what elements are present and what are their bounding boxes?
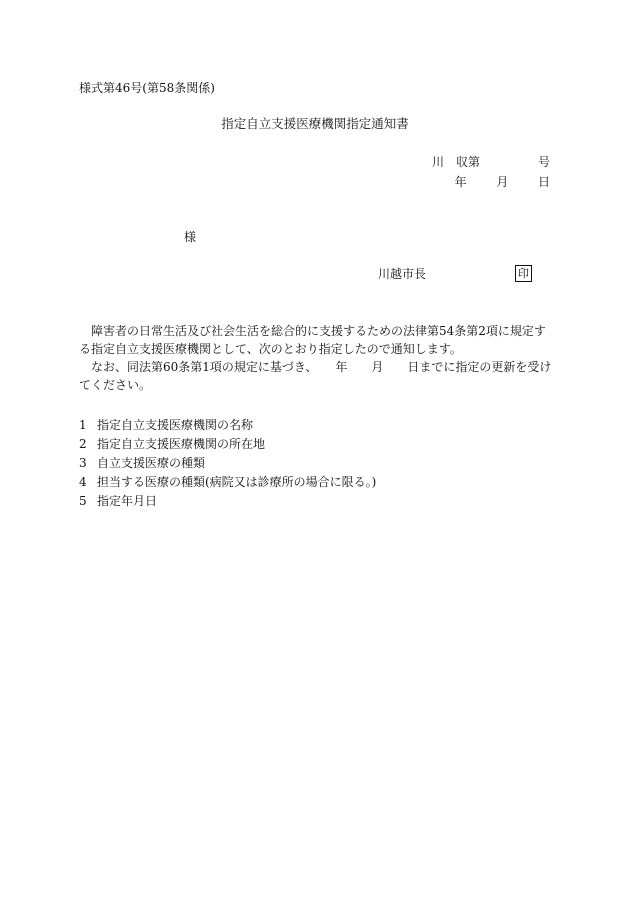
list-item-text: 指定年月日 (97, 494, 158, 508)
seal-box: 印 (515, 265, 532, 282)
list-item (79, 454, 376, 473)
list-item-number: 1 (79, 418, 87, 432)
document-number-prefix: 川 収第 (431, 155, 480, 169)
list-item-number: 4 (79, 475, 87, 489)
list-item-number: 5 (79, 494, 87, 508)
item-list (79, 416, 376, 511)
list-item-number: 3 (79, 456, 87, 470)
form-number: 様式第46号(第58条関係) (79, 81, 215, 95)
addressee: 様 (184, 230, 197, 244)
list-item (79, 416, 376, 435)
date-month: 月 (496, 175, 509, 189)
document-number-suffix: 号 (537, 155, 550, 169)
list-item-text: 担当する医療の種類(病院又は診療所の場合に限る。) (97, 475, 377, 489)
document-number (432, 156, 550, 168)
issue-date (455, 176, 550, 188)
paragraph-renewal: なお、同法第60条第1項の規定に基づき、 年 月 日までに指定の更新を受けてください。 (79, 360, 552, 392)
paragraph-main: 障害者の日常生活及び社会生活を総合的に支援するための法律第54条第2項に規定する指定自立支援医療機関として、次のとおり指定したので通知します。 (79, 324, 546, 356)
list-item (79, 435, 376, 454)
list-item-number: 2 (79, 437, 87, 451)
body-text (79, 322, 555, 394)
list-item-text: 指定自立支援医療機関の所在地 (97, 437, 266, 451)
list-item (79, 473, 376, 492)
list-item-text: 指定自立支援医療機関の名称 (97, 418, 254, 432)
document-number-blank (480, 156, 538, 168)
list-item (79, 492, 376, 511)
date-year: 年 (454, 175, 467, 189)
document-title: 指定自立支援医療機関指定通知書 (221, 116, 409, 131)
date-day: 日 (537, 175, 550, 189)
list-item-text: 自立支援医療の種類 (97, 456, 206, 470)
issuer-name: 川越市長 (378, 267, 427, 281)
